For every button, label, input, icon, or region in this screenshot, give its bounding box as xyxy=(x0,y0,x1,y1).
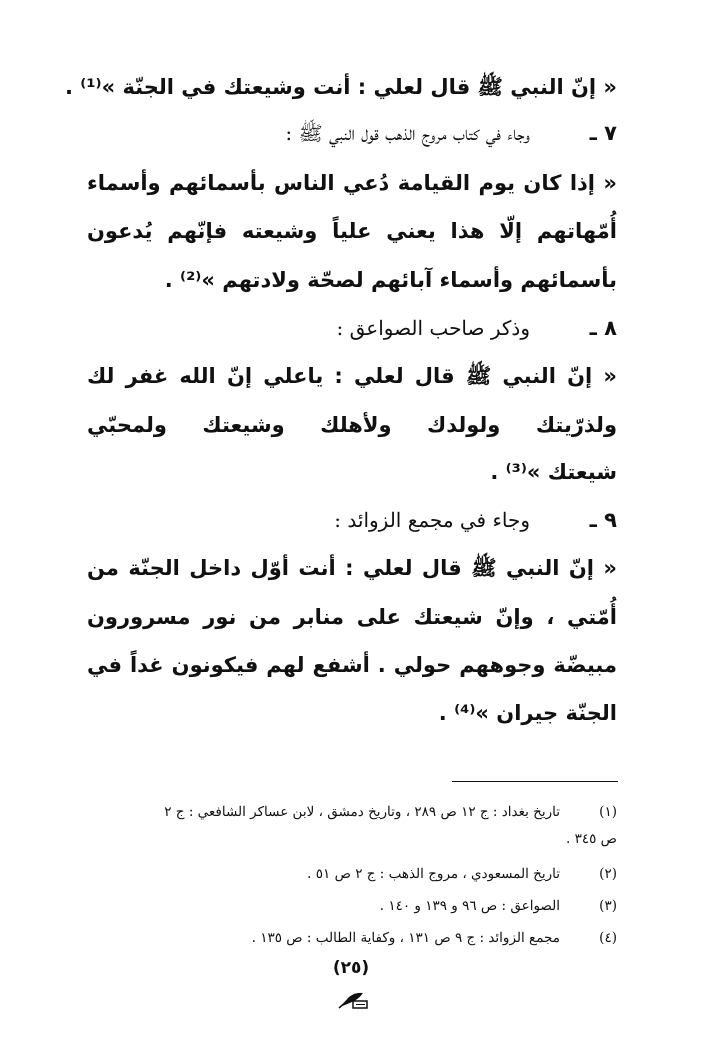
footnote-number: (١) xyxy=(599,804,617,820)
item-text: وذكر صاحب الصواعق : xyxy=(336,316,530,340)
item-number: ٧ ـ xyxy=(589,121,617,145)
page-number: (٢٥) xyxy=(332,958,370,978)
item-text: وجاء في كتاب مروج الذهب قول النبي ﷺ : xyxy=(285,121,530,145)
numbered-item-9 xyxy=(87,505,617,535)
footnote-number: (٢) xyxy=(599,866,617,882)
footnote-separator xyxy=(452,781,618,782)
quill-pen-icon xyxy=(337,990,369,1010)
footnote-1-continuation: ص ٣٤٥ . xyxy=(566,831,617,847)
item-number: ٨ ـ xyxy=(589,316,617,340)
footnote-text: الصواعق : ص ٩٦ و ١٣٩ و ١٤٠ . xyxy=(379,898,560,914)
numbered-item-8 xyxy=(87,313,617,343)
footnote-text: مجمع الزوائد : ج ٩ ص ١٣١ ، وكفاية الطالب : ص ١٣٥ . xyxy=(251,930,560,946)
footnote-number: (٣) xyxy=(599,898,617,914)
text-line: أُمّهاتهم إلّا هذا يعني علياً وشيعته فإنّهم يُدعون xyxy=(87,219,617,243)
text-line: شيعتك »⁽³⁾ . xyxy=(490,460,617,484)
text-line: « إنّ النبي ﷺ قال لعلي : أنت أوّل داخل الجنّة من xyxy=(87,556,617,580)
text-line: ولذرّيتك ولولدك ولأهلك وشيعتك ولمحبّي xyxy=(87,413,617,437)
text-line: الجنّة جيران »⁽⁴⁾ . xyxy=(438,701,617,725)
text-line: بأسمائهم وأسماء آبائهم لصحّة ولادتهم »⁽²⁾ . xyxy=(164,268,617,292)
footnote-text: تاريخ المسعودي ، مروج الذهب : ج ٢ ص ٥١ . xyxy=(307,866,560,882)
footnote-number: (٤) xyxy=(599,930,617,946)
text-line: أُمّتي ، وإنّ شيعتك على منابر من نور مسرورون xyxy=(87,605,617,629)
text-line: « إنّ النبي ﷺ قال لعلي : أنت وشيعتك في الجنّة »⁽¹⁾ . xyxy=(64,75,617,99)
text-line: « إذا كان يوم القيامة دُعي الناس بأسمائهم وأسماء xyxy=(87,171,617,195)
footnote-text: تاريخ بغداد : ج ١٢ ص ٢٨٩ ، وتاريخ دمشق ، لابن عساكر الشافعي : ج ٢ xyxy=(164,804,560,820)
item-text: وجاء في مجمع الزوائد : xyxy=(334,508,530,532)
item-number: ٩ ـ xyxy=(589,508,617,532)
numbered-item-7 xyxy=(87,118,617,148)
text-line: « إنّ النبي ﷺ قال لعلي : ياعلي إنّ الله غفر لك xyxy=(87,364,617,388)
text-line: مبيضّة وجوههم حولي . أشفع لهم فيكونون غداً في xyxy=(87,653,617,677)
